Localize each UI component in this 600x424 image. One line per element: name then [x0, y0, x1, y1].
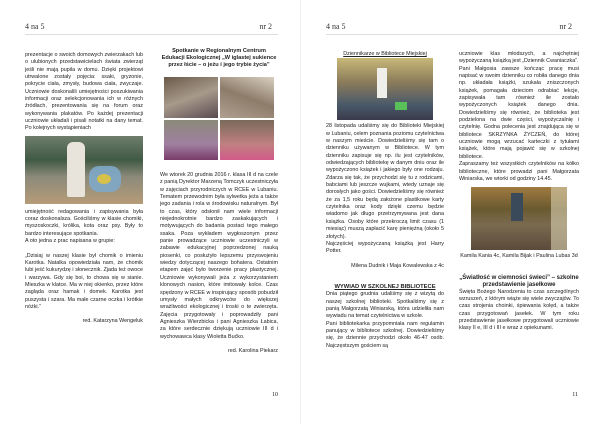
header-right: nr 2	[259, 22, 272, 31]
header-divider	[25, 34, 278, 35]
photo	[164, 77, 218, 118]
paragraph: Zapraszamy też wszystkich czytelników na kółko biblioteczne, które prowadzi pani Małgorzata Winiarska, we wtorki od godziny 14.45.	[459, 161, 579, 182]
photo-city-library-visit	[337, 58, 433, 120]
column-rcee-article	[160, 48, 278, 355]
page-number: 10	[272, 392, 278, 398]
article-heading: WYWIAD W SZKOLNEJ BIBLIOTECE	[334, 283, 436, 290]
column-library-article-continued	[459, 51, 579, 333]
header-left: 4 na 5	[25, 22, 45, 31]
paragraph: We wtorek 20 grudnia 2016 r. klasa III d na czele z panią Dyrektor Marzeną Tomczyk uczestniczyła w zajęciach przyrodniczych w RCEE w Lubaniu. Tematem przewodnim była sylwetka jeża a także jego zadania i rola w środowisku naturalnym. Był to czas, który odsłonił nam wiele informacji niejednokrotnie bardzo zaskakujących i motywujących do badania postaci tego małego ssaka. Poza wykładem wygłoszonym przez panie prowadzące uczniowie uczestniczyli w zabawie edukacyjnej poprzedzonej nauką piosenki, co posłużyło lepszemu przyswojeniu wiedzy dotyczącej naszego bohatera. Ostatnim etapem zajęć było tworzenie pracy plastycznej. Uczniowie wykonywali jeża z wykorzystaniem klonowych nasion, które imitowały kolce. Czas spędzony w RCEE w inspirujący sposób pobudził umysły małych odkrywców do większej wrażliwości ekologicznej i troski o te zwierzęta. Zajęcia przygotowały i poprowadziły pani Agnieszka Wierzbicka i pani Agnieszka Łabica, za które serdecznie dziękują uczniowie III d i wychowawca klasy Wioletta Bućko.	[160, 172, 278, 340]
paragraph-quote: „Dzisiaj w naszej klasie był chomik o imieniu Karotka. Natalka opowiedziała nam, że chomik lubi jeść kukurydzę i słonecznik. Zjada też owoce i warzywa. Gdy się boi, to chowa się w sianie. Mieszka w klatce. Ma w niej okienko, przez które zagląda oraz hamak i domek. Karotka jest puszysta i szara. Ma małe czarne oczka i krótkie nóżki.”	[25, 252, 143, 310]
paragraph: umiejętność redagowania i zapisywania była coraz doskonalsza. Gościliśmy w klasie chomiki, myszoskoczki, królika, kota oraz psy. Były to bardzo interesujące spotkania.	[25, 208, 143, 237]
paragraph: 28 listopada udaliśmy się do Biblioteki Miejskiej w Lubaniu, celem poznania poziomu czytelnictwa w naszym mieście. Dowiedzieliśmy się tam o dzienniku używanym w Bibliotece. W tym dzienniku zapisuje się np. ilu jest czytelników, odwiedzających bibliotekę w danym dniu oraz ile wypożyczono książek i jakiego były one rodzaju. Zdarza się tak, że przychodzi się tu z rodzicami, babciami lub jeszcze wujkami, wtedy uznaje się dorosłych jako gości. Dowiedzieliśmy się również że za 1,5 roku będą założone plastikowe karty czytelnika oraz kody dzięki czemu będzie wiadomo jak długo przetrzymywana jest dana książka. Osoby które przekroczą limit czasu (1 miesiąc) muszą zapłacić karę pieniężną (około 5 złotych).	[326, 123, 444, 240]
column-library-article	[326, 51, 444, 350]
header-right: nr 2	[559, 22, 572, 31]
photo	[164, 120, 218, 161]
paragraph: uczniowie klas młodszych, a najchętniej wypożyczaną książką jest „Dziennik Cwaniaczka”.	[459, 51, 579, 65]
paragraph: Dnia piątego grudnia udaliśmy się z wizytą do naszej szkolnej biblioteki. Spotkaliśmy się z panią Małgorzatą Winiarską, która udzieliła nam wywiadu na temat czytelnictwa w szkole.	[326, 291, 444, 320]
paragraph: Pani bibliotekarka przypomniała nam regulamin panujący w bibliotece szkolnej. Dowiedzieliśmy się, że dziennie przychodzi około 46-47 osób. Najczęstszym gościem są	[326, 320, 444, 349]
paragraph: Pani Małgosia zawsze kończąc pracę musi napisać w swoim dzienniku co robiła danego dnia np. układała książki, szukała zniszczonych książek, pomagała dzieciom odrabiać lekcje, zapisywała tam również ile zostało wypożyczonych książek danego dnia. Dowiedzieliśmy się również, że biblioteka jest podzielona na dwie części, wypożyczalnię i czytelnię. Godna polecenia jest znajdująca się w bibliotece SKRZYNKA ŻYCZEŃ, do której uczniowie mogą wrzucać karteczki z tytułami książek, które mają pojawić się w szkolnej bibliotece.	[459, 65, 579, 160]
author-signature: Milena Dudnik i Maja Kowalewska z 4c	[351, 262, 444, 269]
photo-grid	[164, 77, 274, 160]
paragraph: Święta Bożego Narodzenia to czas szczególnych wzruszeń, z którym wiąże się wiele zwyczajów. To czas strojenia choinki, śpiewania kolęd, a także czas przygotowań jasełek. W tym roku przedstawienie jasełkowe przygotowali uczniowie klasy II e, III d i III e wraz z opiekunami.	[459, 288, 579, 332]
page-11	[300, 0, 600, 424]
header-left: 4 na 5	[326, 22, 346, 31]
photo	[220, 120, 274, 161]
photo-school-library	[471, 187, 567, 250]
photo-caption: Kamila Kania 4c, Kamila Bijak i Paulina Lubas 3d	[460, 253, 578, 260]
author-signature: red. Karolina Piekarz	[227, 347, 278, 354]
article-title: Spotkanie w Regionalnym Centrum Edukacji Ekologicznej „W iglastej sukience przez łście – o jeżu i jego trybie życia”	[161, 48, 277, 68]
author-signature: red. Katarzyna Wengeluk	[82, 318, 143, 325]
photo-girl-with-hamster-cage	[25, 136, 143, 204]
article-heading: „Światłość w ciemności świeci” – szkolne przedstawienie jasełkowe	[459, 274, 579, 288]
column-hamster-article	[25, 52, 143, 326]
page-number: 11	[572, 392, 578, 398]
photo	[220, 77, 274, 118]
paragraph: prezentacje o swoich domowych zwierzakach lub o ulubionych przedstawicielach świata zwierząt jeśli nie mają pupila w domu. Dzięki projektowi utrwalone zostały pojęcia: ssaki, gryzonie, pokrycie ciała, zmysły, budowa ciała, zwyczaje. Uczniowie doskonalili umiejętności poszukiwania informacji oraz selekcjonowania ich w różnych źródłach, prezentowania się na forum oraz wykonywania plakatów. Po każdej prezentacji uczniowie układali i pisali notatki na dany temat. Po kolejnych wystąpieniach	[25, 52, 143, 132]
header-divider	[326, 34, 578, 35]
paragraph: A oto jedna z prac napisana w grupie:	[25, 238, 115, 245]
paragraph: Najczęściej wypożyczaną książką jest Harry Potter.	[326, 240, 444, 255]
photo-caption: Dziennikarze w Bibliotece Miejskiej	[343, 51, 427, 57]
